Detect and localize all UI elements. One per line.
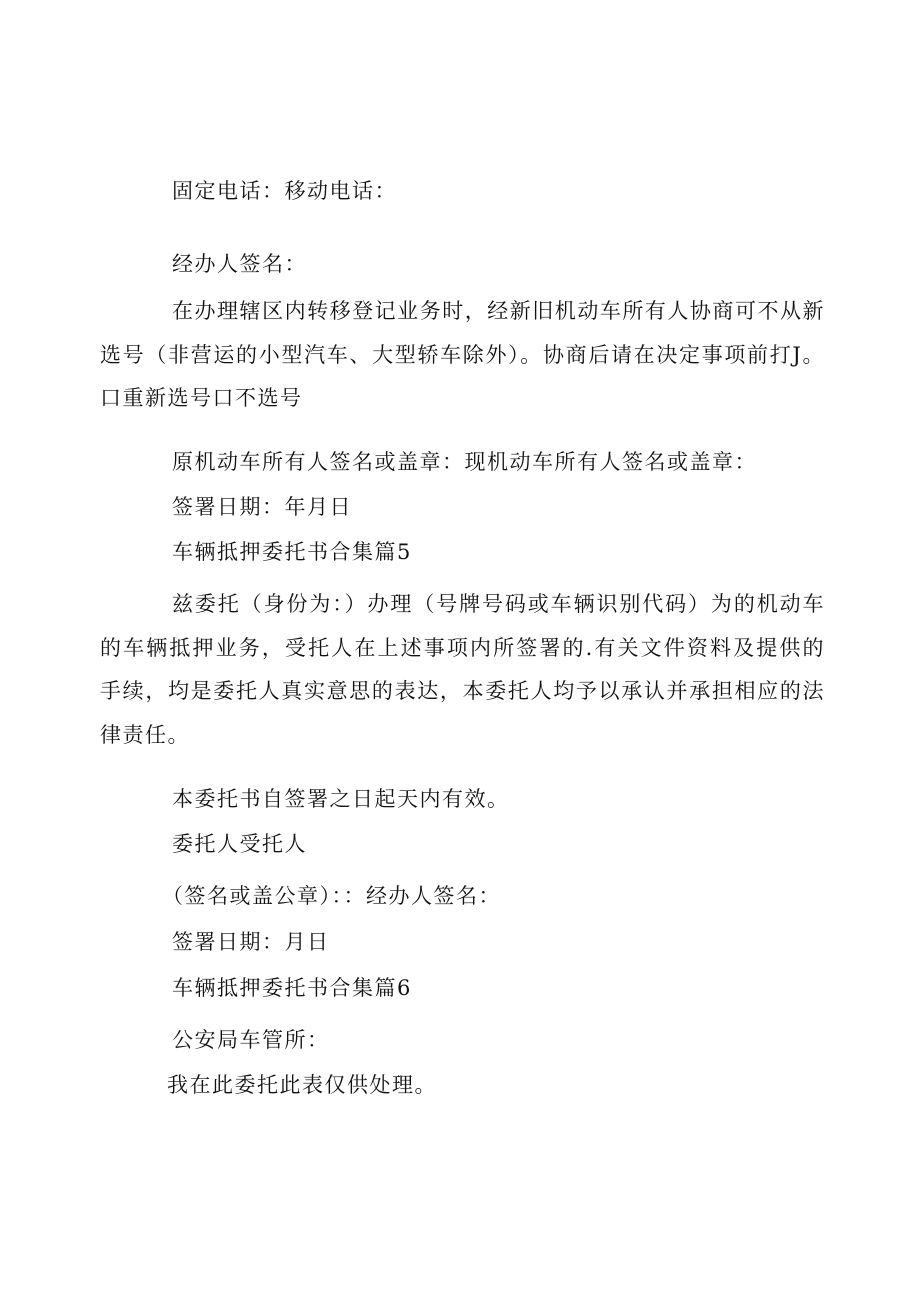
signing-date-line-2: 签署日期：月日	[172, 930, 330, 954]
seal-signature-line: （签名或盖公章）：：经办人签名：	[162, 884, 501, 908]
transfer-registration-paragraph: 在办理辖区内转移登记业务时，经新旧机动车所有人协商可不从新选号（非营运的小型汽车、大型轿车除外）。协商后请在决定事项前打J。口重新选号口不选号	[100, 299, 825, 410]
closing-line: 我在此委托此表仅供处理。	[167, 1073, 437, 1097]
owner-signature-line: 原机动车所有人签名或盖章：现机动车所有人签名或盖章：	[172, 450, 757, 474]
addressee-line: 公安局车管所：	[172, 1028, 330, 1052]
phone-line: 固定电话：移动电话：	[172, 179, 397, 203]
validity-line: 本委托书自签署之日起天内有效。	[172, 787, 510, 811]
signing-date-line: 签署日期：年月日	[172, 495, 352, 519]
principal-agent-line: 委托人受托人	[172, 832, 307, 856]
section-heading-6: 车辆抵押委托书合集篇6	[172, 976, 412, 1000]
mortgage-authorization-paragraph: 兹委托（身份为：）办理（号牌号码或车辆识别代码）为的机动车的车辆抵押业务，受托人在上述事项内所签署的.有关文件资料及提供的手续，均是委托人真实意思的表达，本委托人均予以承认并承担相应的法律责任。	[100, 592, 825, 747]
section-heading-5: 车辆抵押委托书合集篇5	[172, 540, 412, 564]
handler-signature-line: 经办人签名：	[172, 252, 307, 276]
